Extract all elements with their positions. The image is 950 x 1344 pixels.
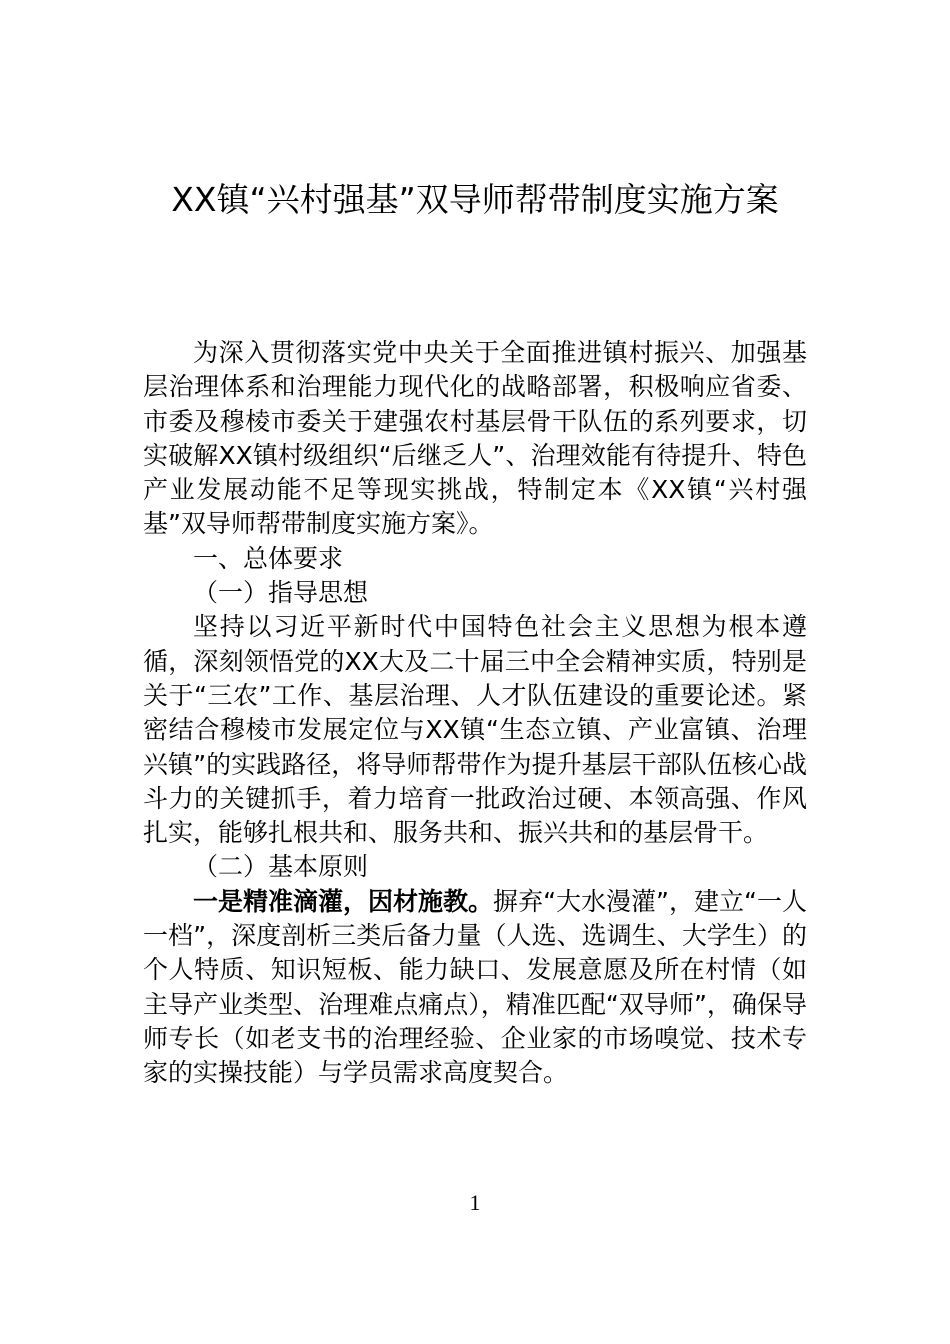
subsection-heading-basic-principles: （二）基本原则 xyxy=(193,852,369,882)
subsection-heading-guiding-ideology: （一）指导思想 xyxy=(193,578,369,608)
document-body xyxy=(143,336,807,1091)
principle-one-body: 摒弃“大水漫灌”，建立“一人一档”，深度剖析三类后备力量（人选、选调生、大学生）的个人特质、知识短板、能力缺口、发展意愿及所在村情（如主导产业类型、治理难点痛点），精准匹配“双导师”，确保导师专长（如老支书的治理经验、企业家的市场嗅觉、技术专家的实操技能）与学员需求高度契合。 xyxy=(143,886,807,1088)
document-title: XX镇“兴村强基”双导师帮带制度实施方案 xyxy=(171,180,779,219)
intro-paragraph: 为深入贯彻落实党中央关于全面推进镇村振兴、加强基层治理体系和治理能力现代化的战略部署，积极响应省委、市委及穆棱市委关于建强农村基层骨干队伍的系列要求，切实破解XX镇村级组织“后继乏人”、治理效能有待提升、特色产业发展动能不足等现实挑战，特制定本《XX镇“兴村强基”双导师帮带制度实施方案》。 xyxy=(143,338,807,539)
section-heading-overall-requirements: 一、总体要求 xyxy=(193,543,344,573)
guiding-ideology-paragraph: 坚持以习近平新时代中国特色社会主义思想为根本遵循，深刻领悟党的XX大及二十届三中全会精神实质，特别是关于“三农”工作、基层治理、人才队伍建设的重要论述。紧密结合穆棱市发展定位与XX镇“生态立镇、产业富镇、治理兴镇”的实践路径，将导师帮带作为提升基层干部队伍核心战斗力的关键抓手，着力培育一批政治过硬、本领高强、作风扎实，能够扎根共和、服务共和、振兴共和的基层骨干。 xyxy=(143,612,807,848)
principle-one-paragraph xyxy=(143,885,807,1091)
principle-one-lead: 一是精准滴灌，因材施教。 xyxy=(193,886,494,916)
page-number: 1 xyxy=(469,1190,481,1215)
